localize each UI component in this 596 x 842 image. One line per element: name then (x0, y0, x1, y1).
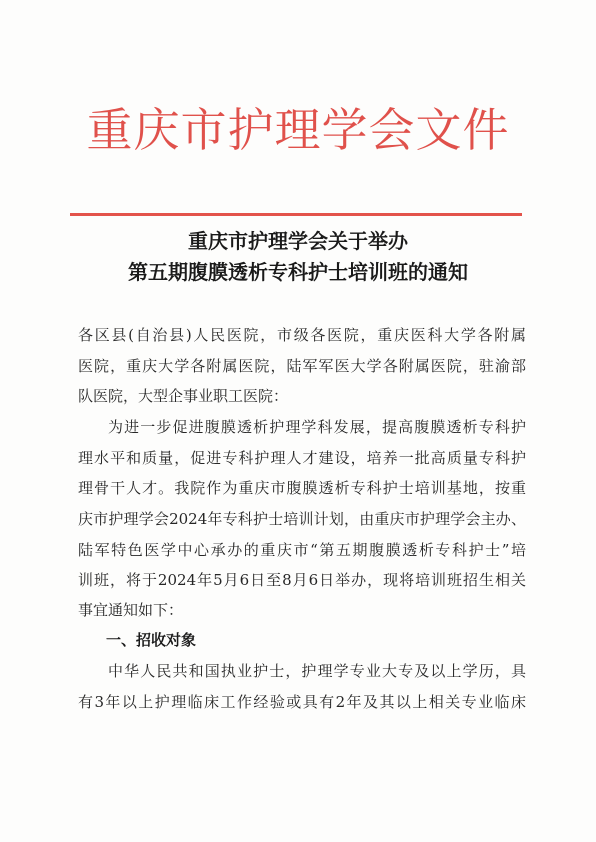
addressee-line-1: 各区县(自治县)人民医院，市级各医院，重庆医科大学各附属 (78, 326, 526, 344)
org-letterhead-title: 重庆市护理学会文件 (86, 103, 510, 157)
notice-title-line-1: 重庆市护理学会关于举办 (188, 229, 408, 253)
addressee-line-3: 队医院，大型企事业职工医院： (78, 387, 289, 405)
section1-line-2: 有3年以上护理临床工作经验或具有2年及其以上相关专业临床 (78, 693, 526, 711)
intro-line-3: 理骨干人才。我院作为重庆市腹膜透析专科护士培训基地，按重 (78, 479, 526, 497)
intro-line-6: 训班，将于2024年5月6日至8月6日举办，现将培训班招生相关 (78, 571, 526, 589)
notice-title-line-2: 第五期腹膜透析专科护士培训班的通知 (128, 260, 468, 284)
intro-line-7: 事宜通知如下： (78, 601, 184, 619)
section-heading-recruitment: 一、招收对象 (106, 631, 197, 649)
section1-line-1: 中华人民共和国执业护士，护理学专业大专及以上学历，具 (108, 662, 526, 680)
letterhead-divider (70, 213, 522, 216)
intro-line-4: 庆市护理学会2024年专科护士培训计划，由重庆市护理学会主办、 (78, 510, 526, 528)
intro-line-1: 为进一步促进腹膜透析护理学科发展，提高腹膜透析专科护 (108, 418, 526, 436)
addressee-line-2: 医院，重庆大学各附属医院，陆军军医大学各附属医院，驻渝部 (78, 357, 526, 375)
intro-line-2: 理水平和质量，促进专科护理人才建设，培养一批高质量专科护 (78, 449, 526, 467)
intro-line-5: 陆军特色医学中心承办的重庆市“第五期腹膜透析专科护士”培 (78, 541, 526, 559)
